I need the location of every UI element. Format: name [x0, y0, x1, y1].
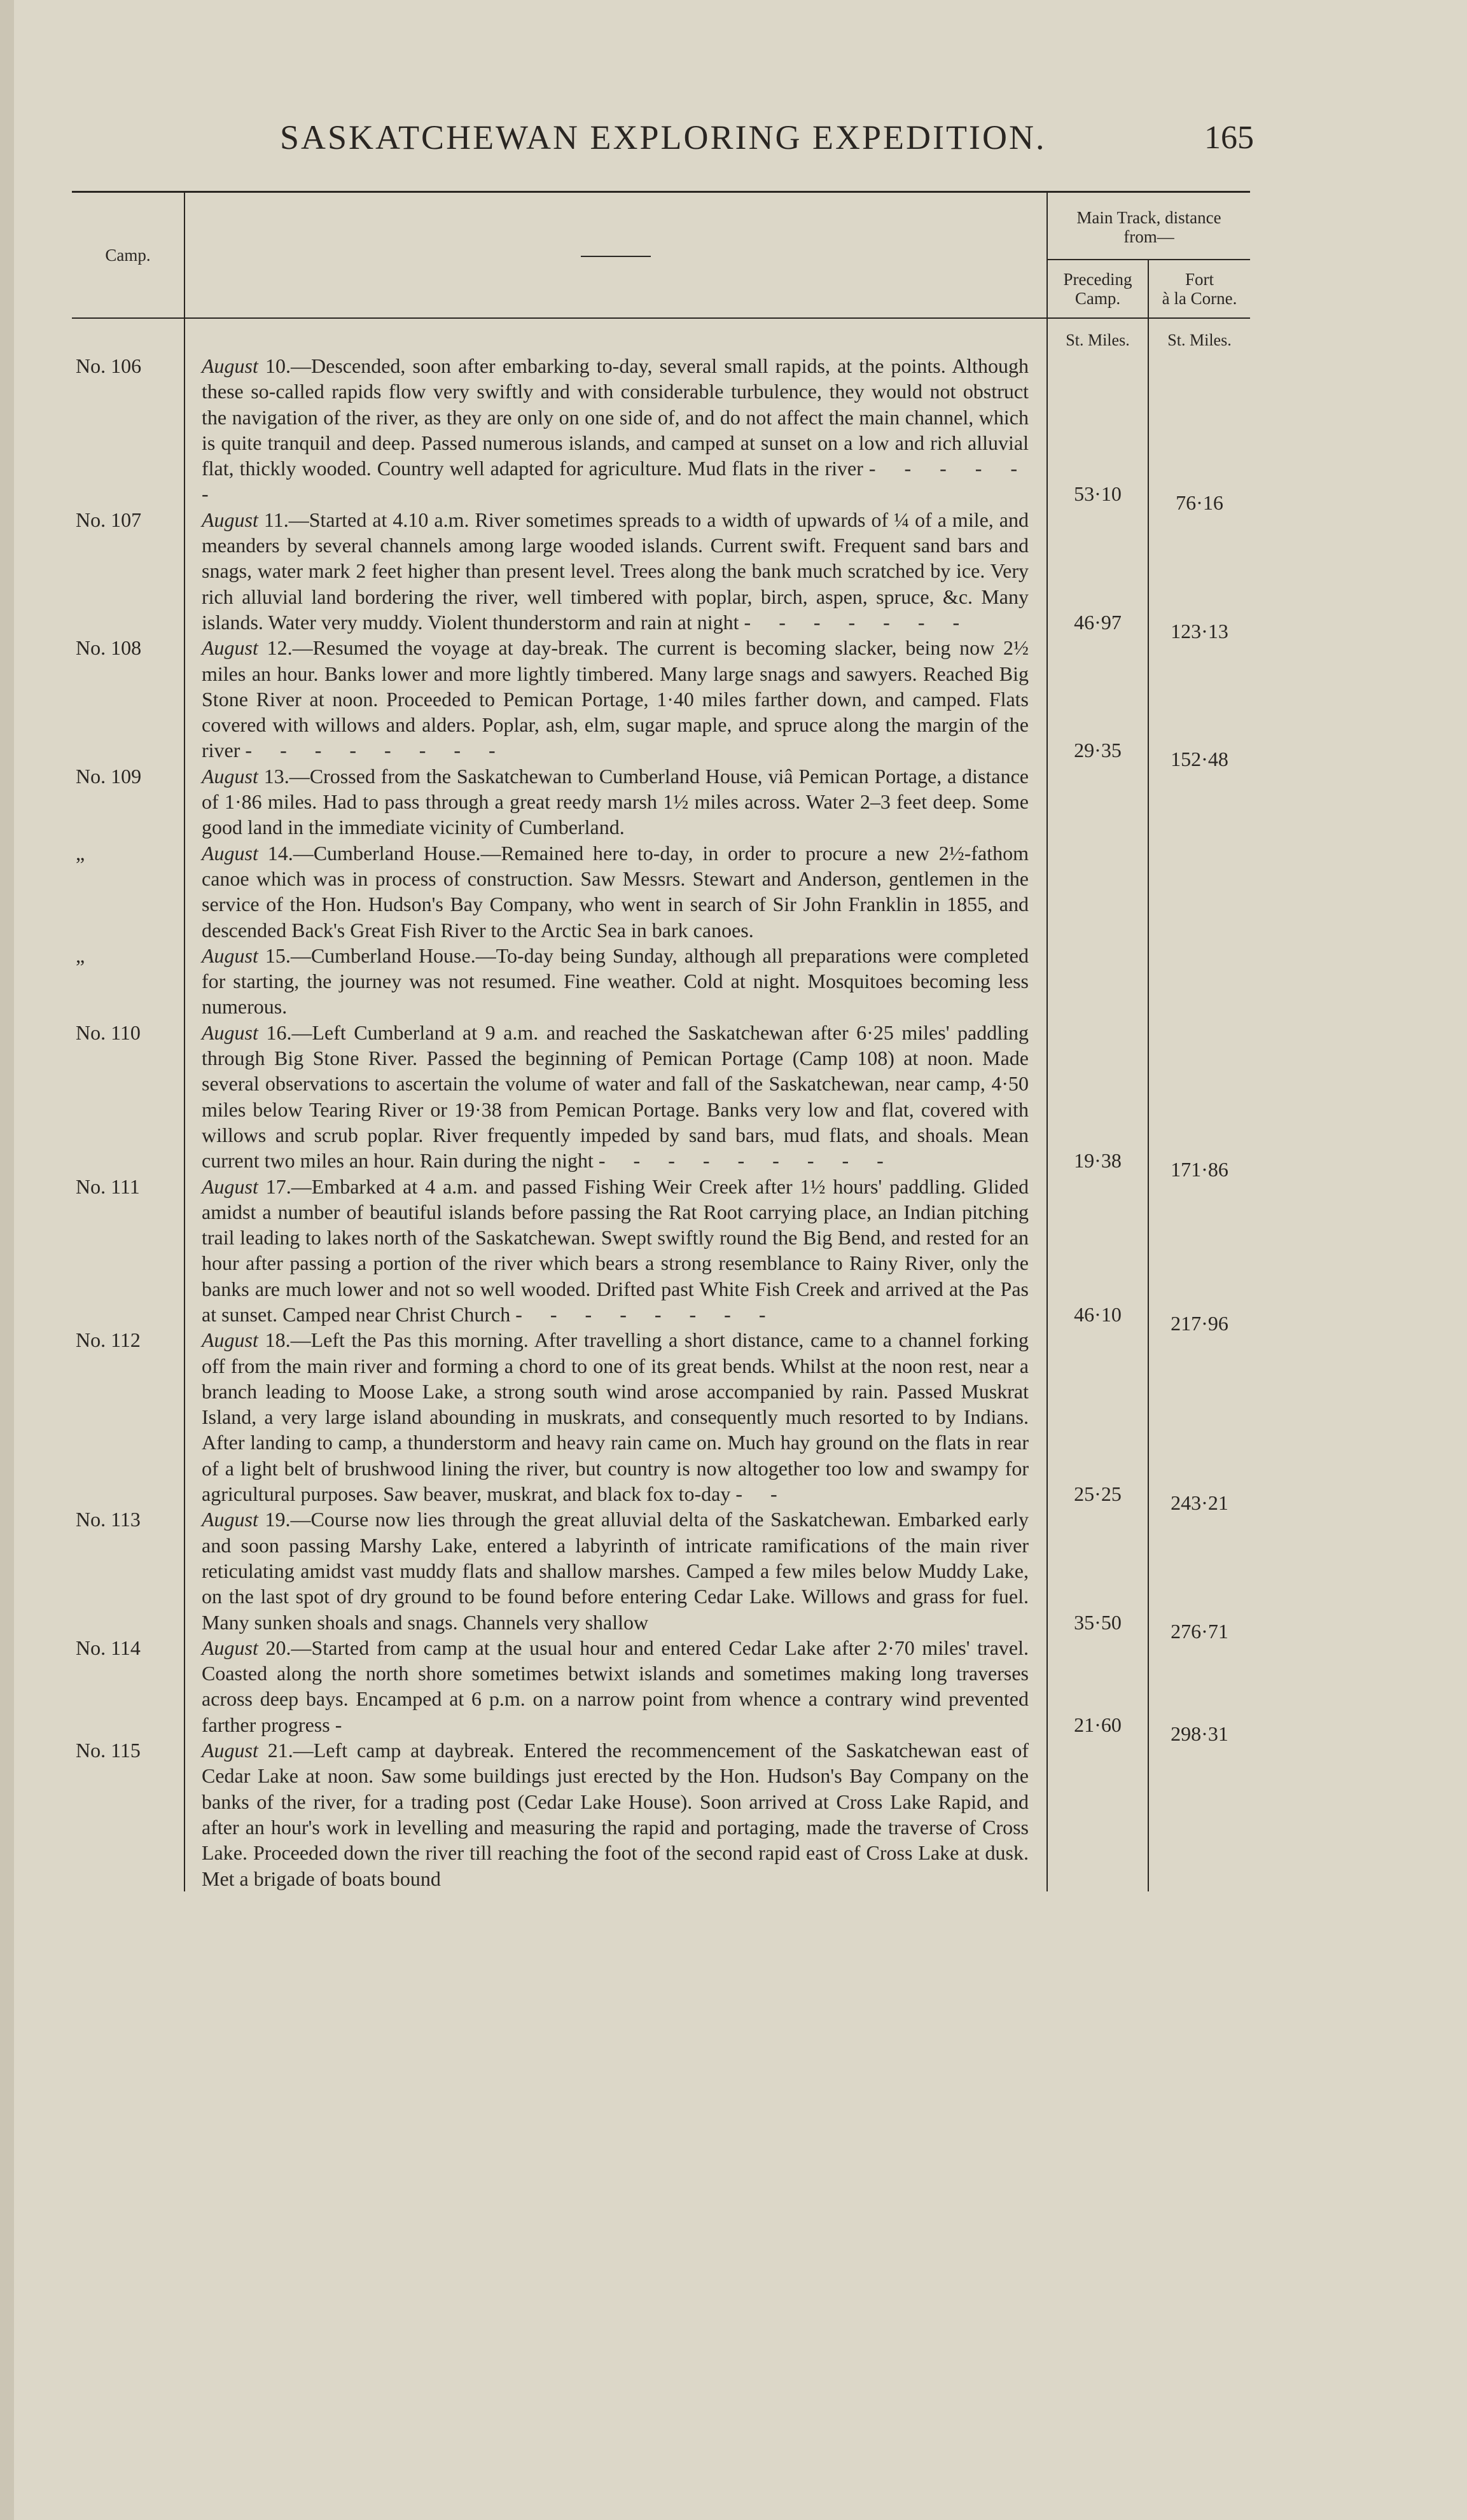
fort-distance: 276·71: [1171, 1619, 1228, 1643]
preceding-camp-distance-cell: [1047, 1635, 1148, 1737]
dot-leader: - - - - - -: [202, 457, 1029, 506]
entry-text: 10.—Descended, soon after embarking to-day, several small rapids, at the points. Although these so-called rapids flow very swiftly and with considerable turbulence, they would not obstruct the navigation of the river, as they are only on one side of, and do not affect the main channel, which is quite tranquil and deep. Passed numerous islands, and camped at sunset on a low and rich alluvial flat, thickly wooded. Country well adapted for agriculture. Mud flats in the river: [202, 354, 1029, 480]
dot-leader: - - - - - - - -: [515, 1302, 777, 1326]
entry-text: 19.—Course now lies through the great alluvial delta of the Saskatchewan. Embarked early and soon passing Marshy Lake, entered a labyrinth of intricate ramifications of the main river reticulating amidst vast muddy flats and shallow marshes. Camped a few miles below Muddy Lake, on the last spot of dry ground to be found before entering Cedar Lake. Willows and grass for fuel. Many sunken shoals and snags. Channels very shallow: [202, 1508, 1029, 1634]
fort-distance-cell: [1148, 1737, 1250, 1891]
unit-fort: St. Miles.: [1167, 331, 1232, 349]
preceding-camp-distance: 29·35: [1074, 739, 1122, 762]
camp-number: No. 108: [72, 635, 184, 763]
preceding-camp-distance-cell: [1047, 1737, 1148, 1891]
camp-number: No. 106: [72, 353, 184, 507]
entry-date: August: [202, 943, 258, 967]
entry-text: 16.—Left Cumberland at 9 a.m. and reached the Saskatchewan after 6·25 miles' paddling through Big Stone River. Passed the beginning of Pemican Portage (Camp 108) at noon. Made several observations to ascertain the volume of water and fall of the Saskatchewan, near camp, 4·50 miles below Tearing River or 19·38 from Pemican Portage. Banks very low and flat, covered with willows and scrub poplar. River frequently impeded by sand bars, mud flats, and shoals. Mean current two miles an hour. Rain during the night: [202, 1020, 1029, 1173]
journal-entry-row: [72, 1507, 1250, 1634]
dot-leader: - - - - - - - - -: [598, 1149, 895, 1173]
preceding-camp-distance: 35·50: [1074, 1610, 1122, 1634]
units-text-cell: [184, 318, 1047, 353]
header-main-track: [1047, 192, 1250, 260]
journal-entry-row: [72, 1635, 1250, 1737]
entry-text: 14.—Cumberland House.—Remained here to-day, in order to procure a new 2½-fathom canoe which was in process of construction. Saw Messrs. Stewart and Anderson, gentlemen in the service of the Hon. Hudson's Bay Company, who went in search of Sir John Franklin in 1855, and descended Back's Great Fish River to the Arctic Sea in bark canoes.: [202, 841, 1029, 942]
fort-distance: 76·16: [1176, 491, 1223, 515]
camp-number: No. 111: [72, 1174, 184, 1328]
camp-number: No. 107: [72, 507, 184, 635]
dot-leader: - - - - - - -: [744, 610, 971, 634]
preceding-camp-distance: 46·97: [1074, 610, 1122, 634]
journal-entry-row: [72, 635, 1250, 763]
preceding-camp-distance-cell: [1047, 507, 1148, 635]
entry-text: 18.—Left the Pas this morning. After travelling a short distance, came to a channel forking off from the main river and forming a chord to one of its great bends. Whilst at the noon rest, near a branch leading to Moose Lake, a strong south wind arose accompanied by rain. Passed Muskrat Island, a very large island abounding in muskrats, and consequently much resorted to by Indians. After landing to camp, a thunderstorm and heavy rain came on. Much hay ground on the flats in rear of a light belt of brushwood lining the river, but country is now altogether too low and swampy for agricultural purposes. Saw beaver, muskrat, and black fox to-day: [202, 1328, 1029, 1506]
fort-distance-cell: [1148, 507, 1250, 643]
header-preceding-camp: [1047, 260, 1148, 318]
entry-date: August: [202, 1174, 258, 1198]
preceding-camp-distance: 21·60: [1074, 1713, 1122, 1736]
entry-date: August: [202, 1508, 258, 1531]
journal-entry-row: [72, 1174, 1250, 1328]
header-fort: [1148, 260, 1250, 318]
fort-distance-cell: [1148, 1507, 1250, 1643]
entry-text-cell: [184, 507, 1047, 635]
fort-distance: 243·21: [1171, 1491, 1228, 1515]
fort-distance: 152·48: [1171, 748, 1228, 771]
entry-text-cell: [184, 353, 1047, 507]
units-fort-cell: [1148, 318, 1250, 353]
entry-date: August: [202, 1739, 258, 1762]
expedition-log-table: [72, 191, 1250, 1891]
dot-leader: - - - - - - - -: [245, 739, 507, 762]
camp-number: No. 114: [72, 1635, 184, 1737]
units-camp-cell: [72, 318, 184, 353]
table-body: [72, 318, 1250, 1891]
fort-distance: 171·86: [1171, 1158, 1228, 1181]
preceding-camp-distance-cell: [1047, 840, 1148, 943]
fort-distance-cell: [1148, 1635, 1250, 1745]
entry-date: August: [202, 1328, 258, 1352]
entry-text-cell: [184, 1174, 1047, 1328]
fort-distance-cell: [1148, 840, 1250, 943]
entry-text-cell: [184, 763, 1047, 840]
preceding-camp-distance-cell: [1047, 763, 1148, 840]
running-head: [0, 118, 1467, 162]
entry-text-cell: [184, 1327, 1047, 1507]
entry-date: August: [202, 764, 258, 788]
journal-entry-row: [72, 943, 1250, 1020]
journal-entry-row: [72, 840, 1250, 943]
preceding-camp-distance: 53·10: [1074, 482, 1122, 506]
running-title: SASKATCHEWAN EXPLORING EXPEDITION.: [280, 118, 1046, 157]
entry-date: August: [202, 1020, 258, 1044]
fort-distance-cell: [1148, 1174, 1250, 1335]
entry-text: 13.—Crossed from the Saskatchewan to Cumberland House, viâ Pemican Portage, a distance of 1·86 miles. Had to pass through a great reedy marsh 1½ miles across. Water 2–3 feet deep. Some good land in the immediate vicinity of Cumberland.: [202, 764, 1029, 839]
camp-number: „: [72, 943, 184, 1020]
fort-distance: 217·96: [1171, 1311, 1228, 1335]
entry-text-cell: [184, 635, 1047, 763]
entry-text-cell: [184, 1020, 1047, 1174]
preceding-camp-distance-cell: [1047, 1507, 1148, 1634]
camp-number: No. 113: [72, 1507, 184, 1634]
entry-text: 12.—Resumed the voyage at day-break. The current is becoming slacker, being now 2½ miles an hour. Banks lower and more lightly timbered. Many large snags and sawyers. Reached Big Stone River at noon. Proceeded to Pemican Portage, 1·40 miles farther down, and camped. Flats covered with willows and alders. Poplar, ash, elm, sugar maple, and spruce along the margin of the river: [202, 636, 1029, 762]
entry-text: 17.—Embarked at 4 a.m. and passed Fishing Weir Creek after 1½ hours' paddling. Glided amidst a number of beautiful islands before passing the Rat Root carrying place, an Indian pitching trail leading to lakes north of the Saskatchewan. Swept swiftly round the Big Bend, and rested for an hour after passing a portion of the river which bears a strong resemblance to Rainy River, only the banks are much lower and not so well wooded. Drifted past White Fish Creek and arrived at the Pas at sunset. Camped near Christ Church: [202, 1174, 1029, 1326]
dot-leader: -: [335, 1713, 354, 1736]
entry-text: 11.—Started at 4.10 a.m. River sometimes spreads to a width of upwards of ¼ of a mile, and meanders by several channels among large wooded islands. Current swift. Frequent sand bars and snags, water mark 2 feet higher than present level. Trees along the bank much scratched by ice. Very rich alluvial land bordering the river, well timbered with poplar, birch, aspen, spruce, &c. Many islands. Water very muddy. Violent thunderstorm and rain at night: [202, 508, 1029, 634]
fort-distance-cell: [1148, 1327, 1250, 1515]
unit-preceding: St. Miles.: [1066, 331, 1130, 349]
entry-text: 20.—Started from camp at the usual hour and entered Cedar Lake after 2·70 miles' travel. Coasted along the north shore sometimes betwixt islands and sometimes making long traverses across deep bays. Encamped at 6 p.m. on a narrow point from whence a contrary wind prevented farther progress: [202, 1636, 1029, 1736]
table-header: [72, 192, 1250, 319]
preceding-camp-distance-cell: [1047, 943, 1148, 1020]
entry-date: August: [202, 1636, 258, 1659]
header-fort-line1: Fort: [1185, 270, 1214, 289]
preceding-camp-distance-cell: [1047, 353, 1148, 507]
preceding-camp-distance-cell: [1047, 635, 1148, 763]
preceding-camp-distance-cell: [1047, 1020, 1148, 1174]
entry-text-cell: [184, 943, 1047, 1020]
preceding-camp-distance-cell: [1047, 1174, 1148, 1328]
journal-entry-row: [72, 763, 1250, 840]
journal-entry-row: [72, 1327, 1250, 1507]
entry-text-cell: [184, 1737, 1047, 1891]
dot-leader: - -: [735, 1482, 789, 1506]
preceding-camp-distance: 19·38: [1074, 1149, 1122, 1173]
header-main-track-line2: from—: [1123, 227, 1174, 246]
header-preceding-line2: Camp.: [1074, 289, 1121, 308]
header-main-track-line1: Main Track, distance: [1076, 208, 1221, 227]
page-edge: [0, 0, 14, 2520]
camp-number: No. 110: [72, 1020, 184, 1174]
fort-distance-cell: [1148, 635, 1250, 771]
journal-entry-row: [72, 507, 1250, 635]
fort-distance-cell: [1148, 763, 1250, 840]
entry-text: 15.—Cumberland House.—To-day being Sunday, although all preparations were completed for starting, the journey was not resumed. Fine weather. Cold at night. Mosquitoes becoming less numerous.: [202, 943, 1029, 1019]
fort-distance-cell: [1148, 943, 1250, 1020]
units-row: [72, 318, 1250, 353]
camp-number: No. 112: [72, 1327, 184, 1507]
fort-distance: 123·13: [1171, 619, 1228, 643]
page-number: 165: [1204, 120, 1254, 156]
fort-distance-cell: [1148, 353, 1250, 515]
fort-distance: 298·31: [1171, 1722, 1228, 1745]
journal-entry-row: [72, 1020, 1250, 1174]
journal-entry-row: [72, 1737, 1250, 1891]
header-blank: [184, 192, 1047, 319]
header-camp: Camp.: [72, 192, 184, 319]
entry-date: August: [202, 636, 258, 660]
header-dash: [581, 256, 651, 257]
camp-number: No. 115: [72, 1737, 184, 1891]
header-fort-line2: à la Corne.: [1162, 289, 1237, 308]
header-preceding-line1: Preceding: [1063, 270, 1132, 289]
entry-text-cell: [184, 1635, 1047, 1737]
preceding-camp-distance: 25·25: [1074, 1482, 1122, 1506]
preceding-camp-distance: 46·10: [1074, 1302, 1122, 1326]
entry-date: August: [202, 354, 258, 377]
entry-date: August: [202, 841, 258, 865]
preceding-camp-distance-cell: [1047, 1327, 1148, 1507]
journal-entry-row: [72, 353, 1250, 507]
entry-text-cell: [184, 840, 1047, 943]
camp-number: „: [72, 840, 184, 943]
units-prev-cell: [1047, 318, 1148, 353]
camp-number: No. 109: [72, 763, 184, 840]
entry-date: August: [202, 508, 258, 531]
entry-text-cell: [184, 1507, 1047, 1634]
fort-distance-cell: [1148, 1020, 1250, 1181]
entry-text: 21.—Left camp at daybreak. Entered the recommencement of the Saskatchewan east of Cedar Lake at noon. Saw some buildings just erected by the Hon. Hudson's Bay Company on the banks of the river, for a trading post (Cedar Lake House). Soon arrived at Cross Lake Rapid, and after an hour's work in levelling and measuring the rapid and portaging, made the traverse of Cross Lake. Proceeded down the river till reaching the foot of the second rapid east of Cross Lake at dusk. Met a brigade of boats bound: [202, 1739, 1029, 1890]
